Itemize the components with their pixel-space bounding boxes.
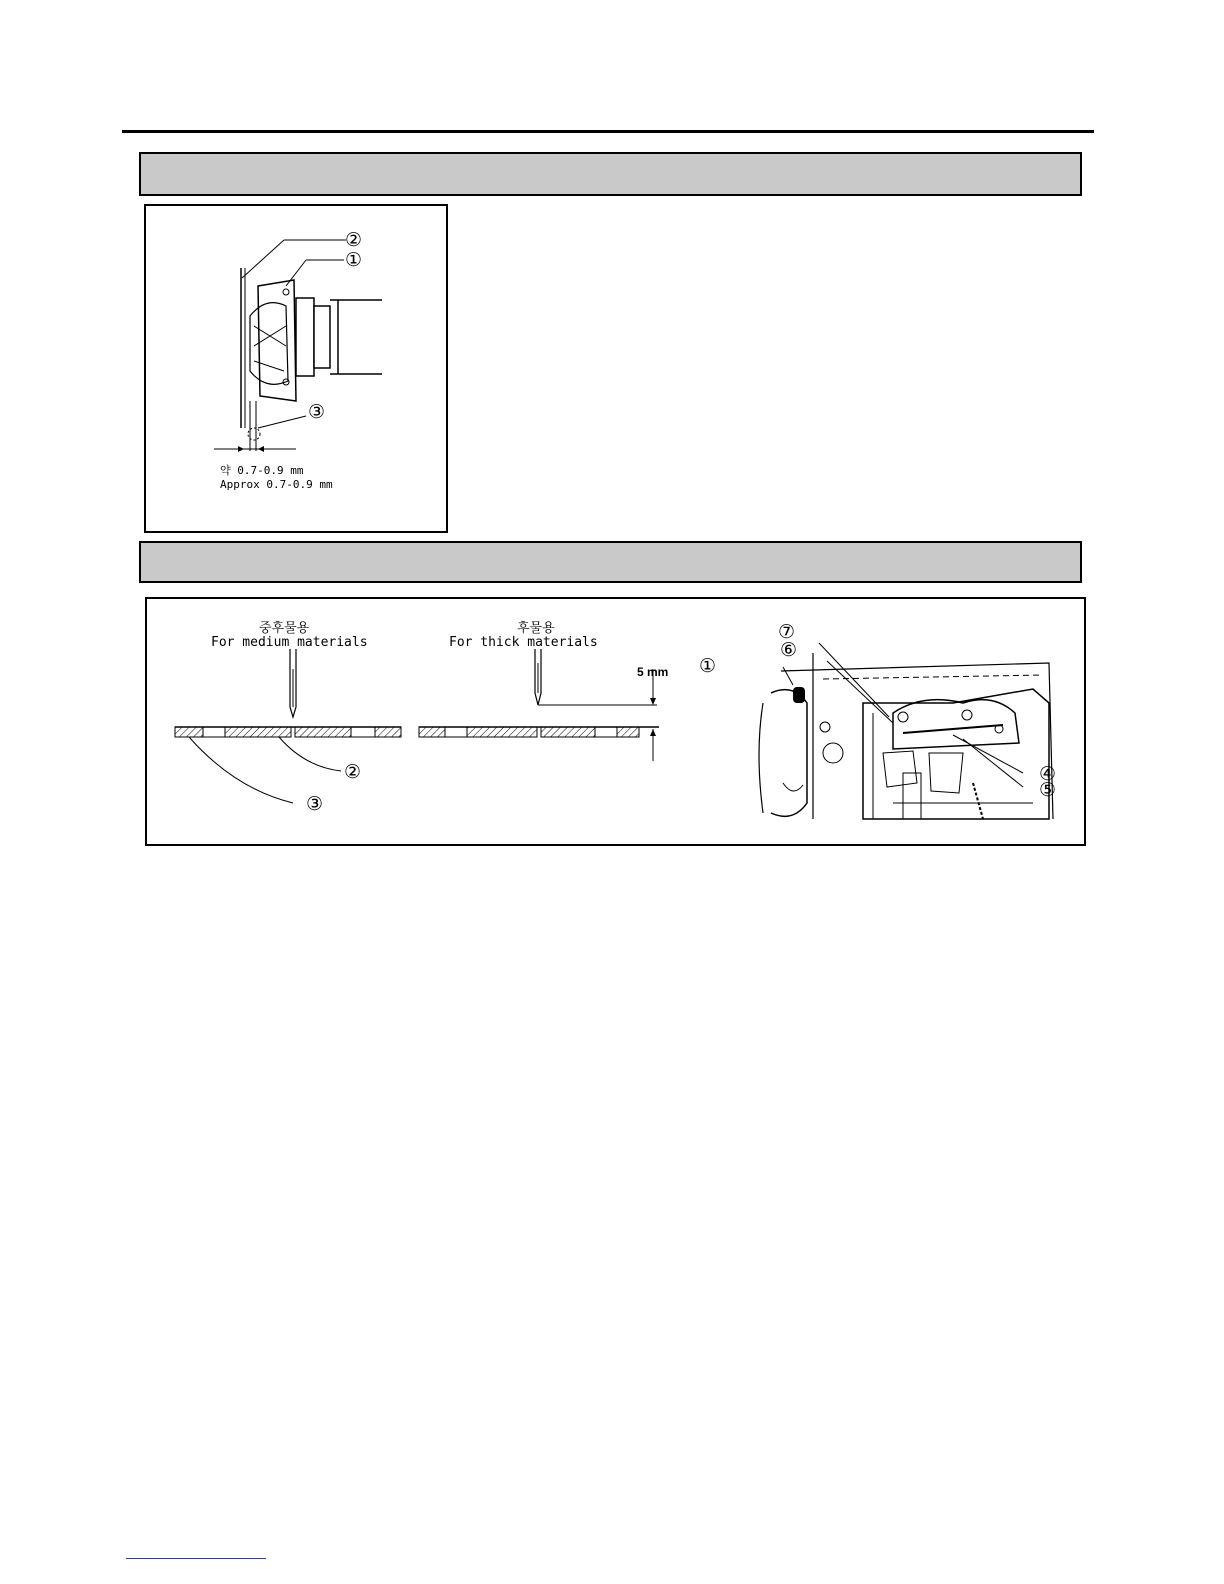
plate-callout-3: ③ — [306, 793, 324, 815]
clearance-label-ko: 약 0.7-0.9 mm — [220, 464, 304, 477]
medium-plate-drawing — [175, 649, 435, 849]
medium-label-ko: 중후물용 — [259, 621, 310, 636]
footer-rule — [126, 1558, 266, 1559]
callout-3: ③ — [308, 401, 326, 423]
thick-label-en: For thick materials — [449, 635, 598, 650]
clearance-label-en: Approx 0.7-0.9 mm — [220, 478, 333, 491]
section-header-bar-1 — [139, 152, 1082, 196]
section-header-bar-2 — [139, 541, 1082, 583]
machine-callout-6: ⑥ — [780, 639, 798, 661]
top-rule — [122, 130, 1094, 133]
machine-callout-7: ⑦ — [778, 621, 796, 643]
machine-callout-5: ⑤ — [1039, 779, 1057, 801]
plate-callout-2: ② — [344, 761, 362, 783]
hook-clearance-figure — [144, 204, 448, 533]
medium-label-en: For medium materials — [211, 635, 368, 650]
machine-callout-4: ④ — [1039, 763, 1057, 785]
needle-height-figure — [145, 597, 1086, 846]
machine-head-drawing — [753, 623, 1083, 843]
thick-plate-drawing — [419, 649, 679, 849]
thick-label-ko: 후물용 — [517, 621, 555, 636]
height-5mm-label: 5 mm — [637, 665, 669, 679]
callout-2: ② — [345, 229, 363, 251]
machine-callout-1: ① — [699, 655, 717, 677]
callout-1: ① — [345, 249, 363, 271]
